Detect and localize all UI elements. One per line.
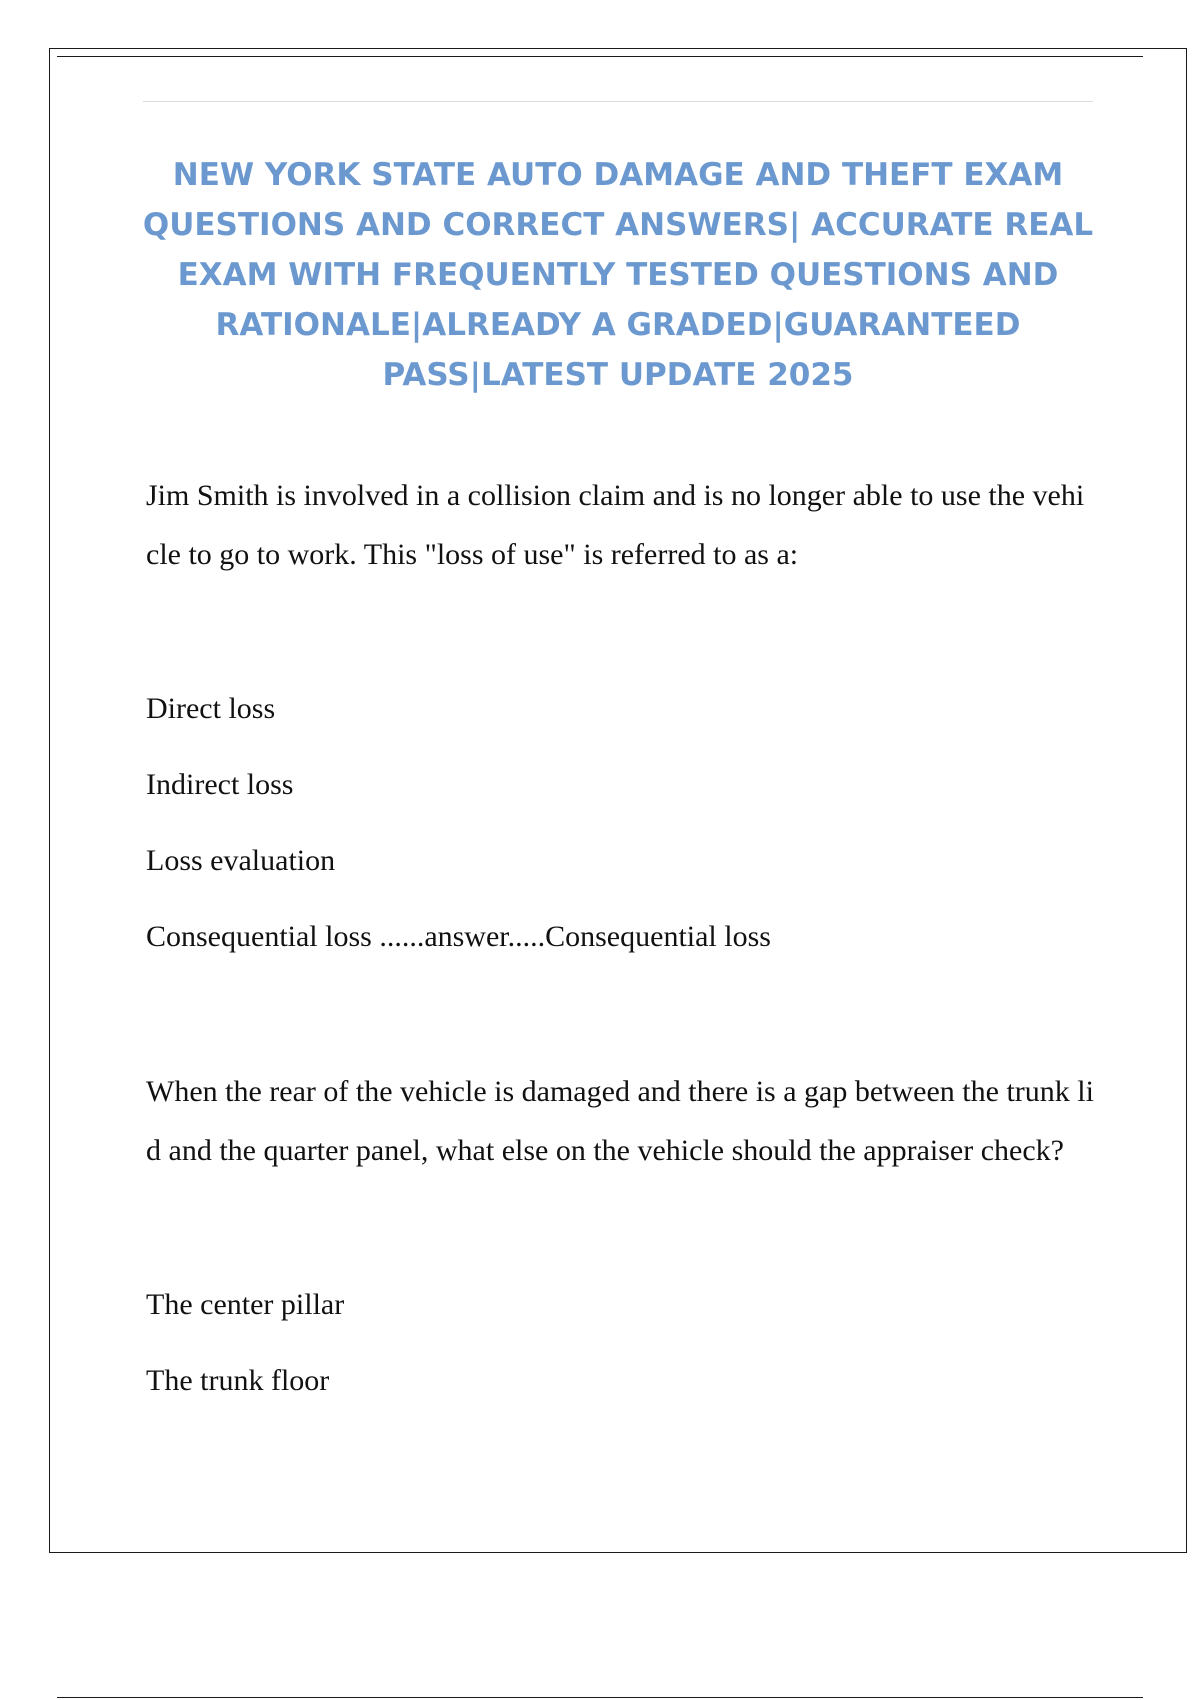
question-2-option-1: The center pillar — [146, 1288, 345, 1321]
question-1-options — [146, 671, 1096, 975]
top-double-rule — [57, 56, 1143, 57]
title-divider — [143, 101, 1093, 102]
question-1-option-4-answer: Consequential loss ......answer.....Consequential loss — [146, 920, 771, 953]
question-1-option-2: Indirect loss — [146, 768, 294, 801]
bottom-page-rule — [57, 1697, 1143, 1698]
document-title: NEW YORK STATE AUTO DAMAGE AND THEFT EXAM QUESTIONS AND CORRECT ANSWERS| ACCURATE REAL EXAM WITH FREQUENTLY TESTED QUESTIONS AND RATIONALE|ALREADY A GRADED|GUARANTEED PASS|LATEST UPDATE 2025 — [142, 157, 1094, 393]
question-1-option-1: Direct loss — [146, 692, 276, 725]
question-2-prompt: When the rear of the vehicle is damaged and there is a gap between the trunk lid and the quarter panel, what else on the vehicle should the appraiser check? — [146, 1075, 1094, 1167]
question-1-prompt: Jim Smith is involved in a collision claim and is no longer able to use the vehicle to go to work. This "loss of use" is referred to as a: — [146, 479, 1085, 571]
question-1-option-3: Loss evaluation — [146, 844, 336, 877]
question-2-option-2: The trunk floor — [146, 1364, 330, 1397]
document-body — [146, 466, 1096, 1419]
question-2-options — [146, 1267, 1096, 1419]
